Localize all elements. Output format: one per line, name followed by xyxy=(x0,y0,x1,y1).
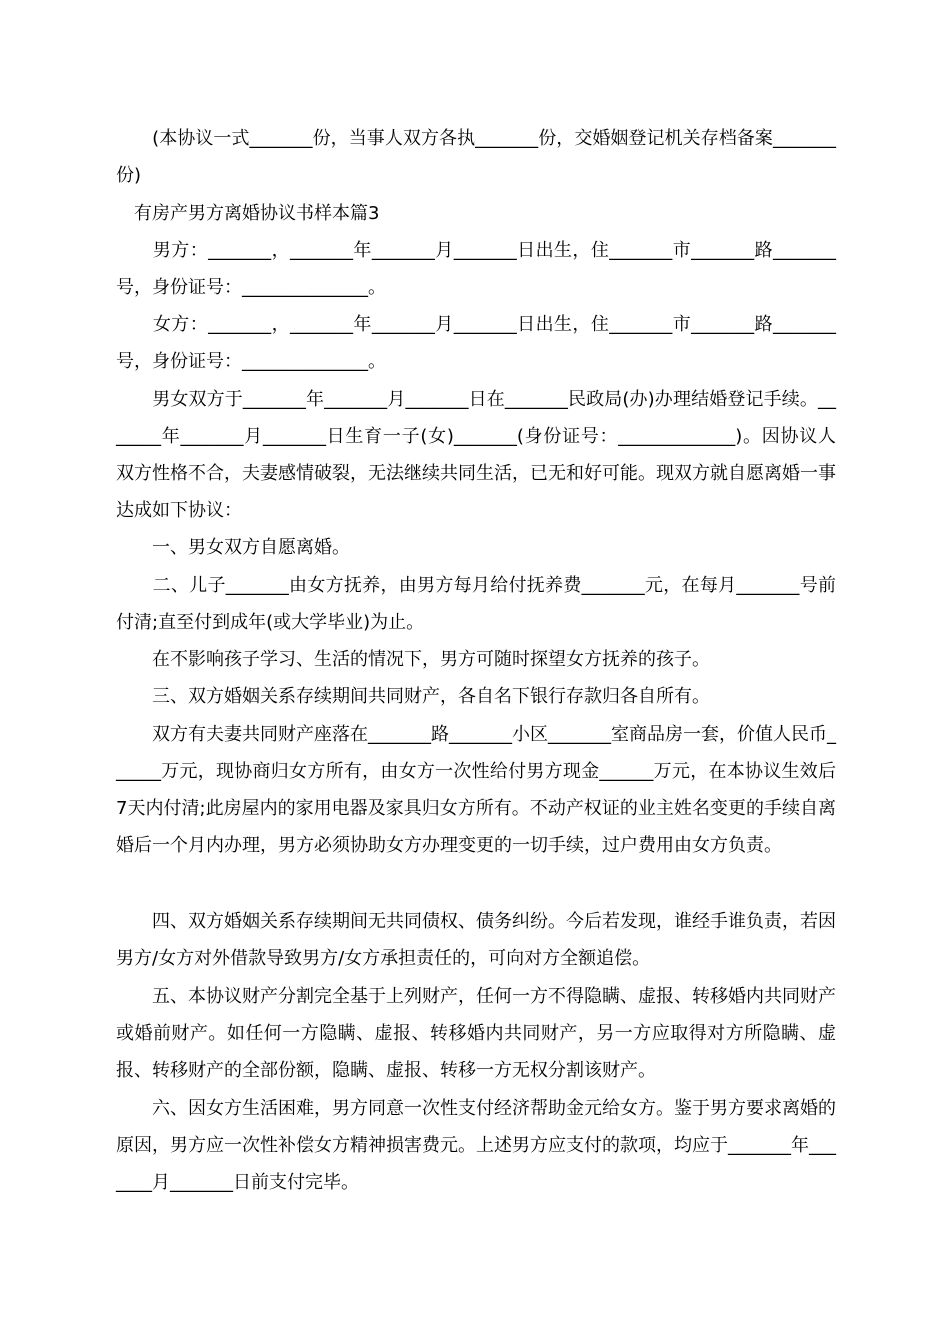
clause-2: 二、儿子_______由女方抚养，由男方每月给付抚养费_______元，在每月_______号前付清;直至付到成年(或大学毕业)为止。 xyxy=(116,575,836,633)
copies-clause: (本协议一式_______份，当事人双方各执_______份，交婚姻登记机关存档备案_______份) xyxy=(116,128,836,186)
clause-1: 一、男女双方自愿离婚。 xyxy=(116,537,350,558)
visitation-note: 在不影响孩子学习、生活的情况下，男方可随时探望女方抚养的孩子。 xyxy=(116,649,710,670)
marriage-background: 男女双方于_______年_______月_______日在_______民政局(办)办理结婚登记手续。_______年_______月_______日生育一子(女)_______(身份证号：_____________)。因协议人双方性格不合，夫妻感情破裂，无法继续共同生活，已无和好可能。现双方就自愿离婚一事达成如下协议： xyxy=(116,389,836,521)
section-heading: 有房产男方离婚协议书样本篇3 xyxy=(134,203,380,224)
clause-3: 三、双方婚姻关系存续期间共同财产，各自名下银行存款归各自所有。 xyxy=(116,686,710,707)
clause-5: 五、本协议财产分割完全基于上列财产，任何一方不得隐瞒、虚报、转移婚内共同财产或婚前财产。如任何一方隐瞒、虚报、转移婚内共同财产，另一方应取得对方所隐瞒、虚报、转移财产的全部份额，隐瞒、虚报、转移一方无权分割该财产。 xyxy=(116,986,836,1081)
wife-info: 女方：_______，_______年_______月_______日出生，住_______市_______路_______号，身份证号：______________。 xyxy=(116,314,836,372)
husband-info: 男方：_______，_______年_______月_______日出生，住_______市_______路_______号，身份证号：______________。 xyxy=(116,240,836,298)
property-clause: 双方有夫妻共同财产座落在_______路_______小区_______室商品房一套，价值人民币______万元，现协商归女方所有，由女方一次性给付男方现金______万元，在本协议生效后7天内付清;此房屋内的家用电器及家具归女方所有。不动产权证的业主姓名变更的手续自离婚后一个月内办理，男方必须协助女方办理变更的一切手续，过户费用由女方负责。 xyxy=(116,724,836,856)
clause-6: 六、因女方生活困难，男方同意一次性支付经济帮助金元给女方。鉴于男方要求离婚的原因，男方应一次性补偿女方精神损害费元。上述男方应支付的款项，均应于_______年_______月_______日前支付完毕。 xyxy=(116,1098,836,1193)
clause-4: 四、双方婚姻关系存续期间无共同债权、债务纠纷。今后若发现，谁经手谁负责，若因男方/女方对外借款导致男方/女方承担责任的，可向对方全额追偿。 xyxy=(116,911,836,969)
